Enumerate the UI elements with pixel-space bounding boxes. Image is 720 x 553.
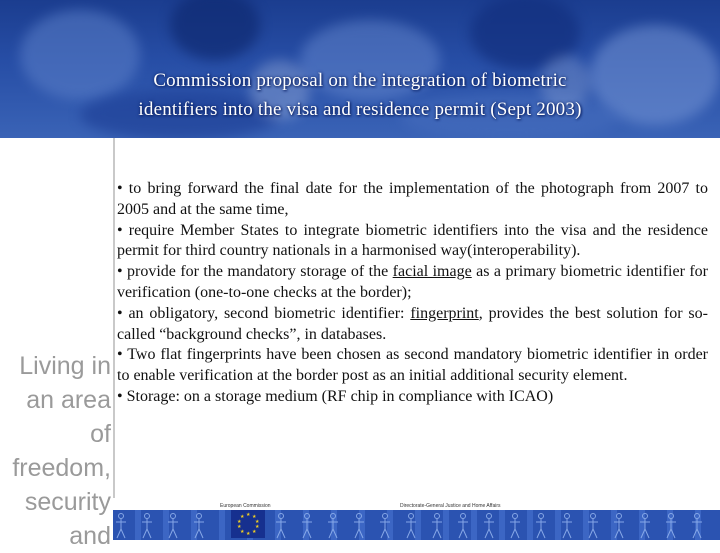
- facial-image-term: facial image: [392, 263, 472, 281]
- people-figures-icon: [113, 510, 720, 540]
- slogan-line: of: [90, 420, 111, 448]
- footer-label-dg: Directorate-General Justice and Home Affairs: [400, 503, 501, 509]
- header-banner: [0, 0, 720, 138]
- fingerprint-term: fingerprint: [410, 304, 479, 322]
- bullet-text: , provides the best solution for so-called “background checks”, in databases.: [117, 304, 708, 343]
- bullet-text: • provide for the mandatory storage of the: [117, 263, 393, 281]
- eu-flag-icon: ★ ★ ★ ★ ★ ★ ★ ★ ★ ★: [231, 510, 265, 538]
- slogan-line: and: [69, 522, 111, 550]
- slogan-line: Living in: [19, 352, 111, 380]
- slide-title-line2: identifiers into the visa and residence permit (Sept 2003): [138, 99, 582, 120]
- slogan-line: security: [24, 488, 111, 516]
- bullet-item: • require Member States to integrate biometric identifiers into the visa and the residence permit for third country nationals in a harmonised way(interoperability).: [117, 221, 708, 260]
- slide-title: [0, 66, 720, 124]
- slogan: [12, 349, 111, 553]
- bullet-item: • Storage: on a storage medium (RF chip in compliance with ICAO): [117, 387, 554, 405]
- bullet-list: [117, 179, 708, 408]
- footer-strip: [113, 510, 720, 540]
- footer-band: [113, 498, 720, 540]
- slide-title-line1: Commission proposal on the integration of biometric: [153, 70, 567, 91]
- bullet-text: as a primary biometric identifier for verification (one-to-one checks at the border);: [117, 263, 709, 301]
- left-divider: [113, 138, 115, 540]
- slogan-line: an area: [26, 386, 111, 414]
- bullet-item: [117, 304, 708, 346]
- bullet-item: [117, 262, 708, 304]
- bullet-item: • Two flat fingerprints have been chosen as second mandatory biometric identifier in order to enable verification at the border post as an initial additional security element.: [117, 346, 708, 385]
- slogan-line: freedom,: [12, 454, 111, 482]
- footer-label-commission: European Commission: [220, 503, 271, 509]
- bullet-text: • an obligatory, second biometric identifier:: [117, 304, 411, 322]
- bullet-item: • to bring forward the final date for the implementation of the photograph from 2007 to 2005 and at the same time,: [117, 180, 708, 218]
